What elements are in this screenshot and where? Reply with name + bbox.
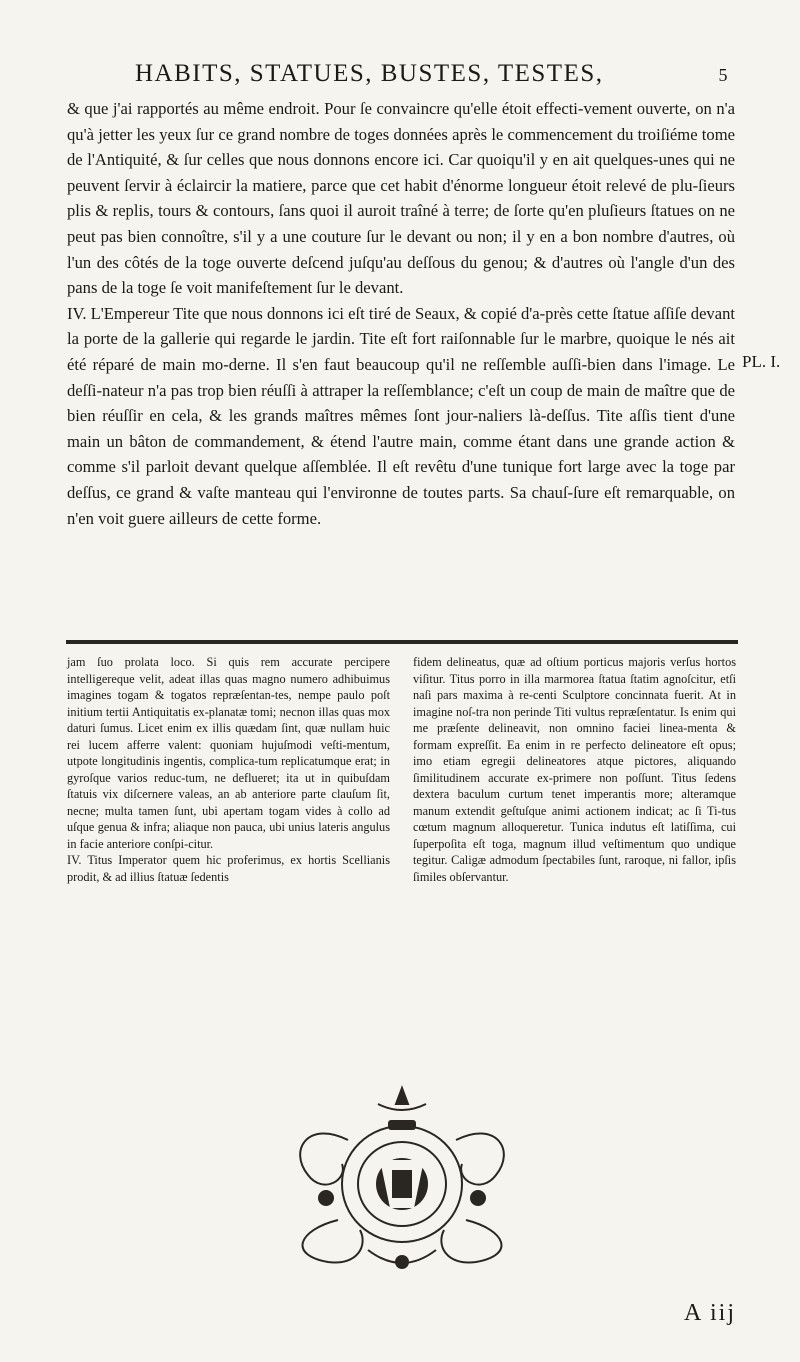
signature-mark: A iij (684, 1300, 737, 1326)
latin-column-left (67, 654, 390, 885)
latin-left-paragraph-1: jam ſuo prolata loco. Si quis rem accurate percipere intelligereque velit, adeat illas quas magno numero adhibuimus imagines togam & togatos repræſentan-tes, nempe paulo poſt initium tertii Antiquitatis ex-planatæ tomi; necnon illas quas mox daturi ſumus. Licet enim ex illis quædam ſint, quæ nullam huic rei lucem afferre valent: quoniam hujuſmodi veſti-mentum, utpote longitudinis ingentis, complica-tum replicatumque erat; in gyroſque varios reduc-tum, ne deflueret; ita ut in quibuſdam ſtatuis vix diſcernere valeas, an ab anteriore parte clauſum ſit, necne; multa tamen ſunt, ubi apertam togam vides à collo ad uſque genua & infra; aliaque non pauca, ubi unius lateris angulus in facie anteriore conſpi-citur. (67, 655, 390, 851)
latin-left-paragraph-2: IV. Titus Imperator quem hic proferimus, ex hortis Scellianis prodit, & ad illius ſtatuæ ſedentis (67, 853, 390, 884)
separator-rule (66, 640, 738, 644)
running-header (135, 60, 735, 88)
page-number: 5 (718, 65, 729, 85)
latin-column-right (413, 654, 736, 885)
printers-ornament (268, 1080, 536, 1280)
running-title: HABITS, STATUES, BUSTES, TESTES, (135, 60, 604, 87)
french-paragraph-2: IV. L'Empereur Tite que nous donnons ici eſt tiré de Seaux, & copié d'a-près cette ſtatue aſſiſe devant la porte de la gallerie qui regarde le jardin. Tite eſt fort raiſonnable ſur le marbre, quoique le nés ait été réparé de main mo-derne. Il s'en faut beaucoup qu'il ne reſſemble auſſi-bien dans l'image. Le deſſi-nateur n'a pas trop bien réuſſi à attraper la reſſemblance; c'eſt un coup de main de maître que de bien réuſſir en cela, & les grands maîtres mêmes ſont jour-naliers là-deſſus. Tite aſſis tient d'une main un bâton de commandement, & étend l'autre main, comme étant dans une grande action & comme s'il parloit devant quelque aſſemblée. Il eſt revêtu d'une tunique fort large avec la toge par deſſus, ce grand & vaſte manteau qui l'environne de toutes parts. Sa chauſ-ſure eſt remarquable, on n'en voit guere ailleurs de cette forme. (67, 303, 735, 528)
french-text (67, 96, 735, 531)
french-paragraph-1: & que j'ai rapportés au même endroit. Pour ſe convaincre qu'elle étoit effecti-vement ouverte, on n'a qu'à jetter les yeux ſur ce grand nombre de toges données après le commencement du troiſiéme tome de l'Antiquité, & ſur celles que nous donnons encore ici. Car quoiqu'il y en ait quelques-unes qui ne peuvent ſervir à éclaircir la matiere, parce que cet habit d'énorme longueur étoit relevé de plu-ſieurs plis & replis, tours & contours, ſans quoi il auroit traîné à terre; de ſorte qu'en pluſieurs ſtatues on ne peut pas bien connoître, s'il y a une couture ſur le devant ou non; il y en a bon nombre d'autres, où l'un des côtés de la toge ouverte deſcend juſqu'au deſſous du genou; & d'autres où l'angle d'un des pans de la toge ſe voit manifeſtement ſur le devant. (67, 99, 735, 298)
plate-reference: PL. I. (742, 352, 781, 371)
latin-right-paragraph: fidem delineatus, quæ ad oſtium porticus majoris verſus hortos viſitur. Titus porro in illa marmorea ſtatua ſtatim agnoſcitur, etſi naſi pars maxima à re-centi Sculptore concinnata fuerit. At in imagine noſ-tra non perinde Titi vultus repræſentatur. Is enim qui me præſente delineavit, non omnino faciei linea-menta & formam expreſſit. Ea enim in re perfecto delineatore eſt opus; imo etiam egregii delineatores atque pictores, aliquando ſimilitudinem accurate ex-primere non poſſunt. Titus ſedens dextera baculum curtum tenet imperantis more; alteramque manum extendit geſtuſque animi actionem indicat; ac ſi Ti-tus cœtum magnum alloqueretur. Tunica indutus eſt latiſſima, cui ſuperpoſita eſt toga, magnum illud veſtimentum quo undique tegitur. Caligæ admodum ſpectabiles ſunt, raroque, ni fallor, ipſis ſimiles obſervantur. (413, 655, 736, 884)
